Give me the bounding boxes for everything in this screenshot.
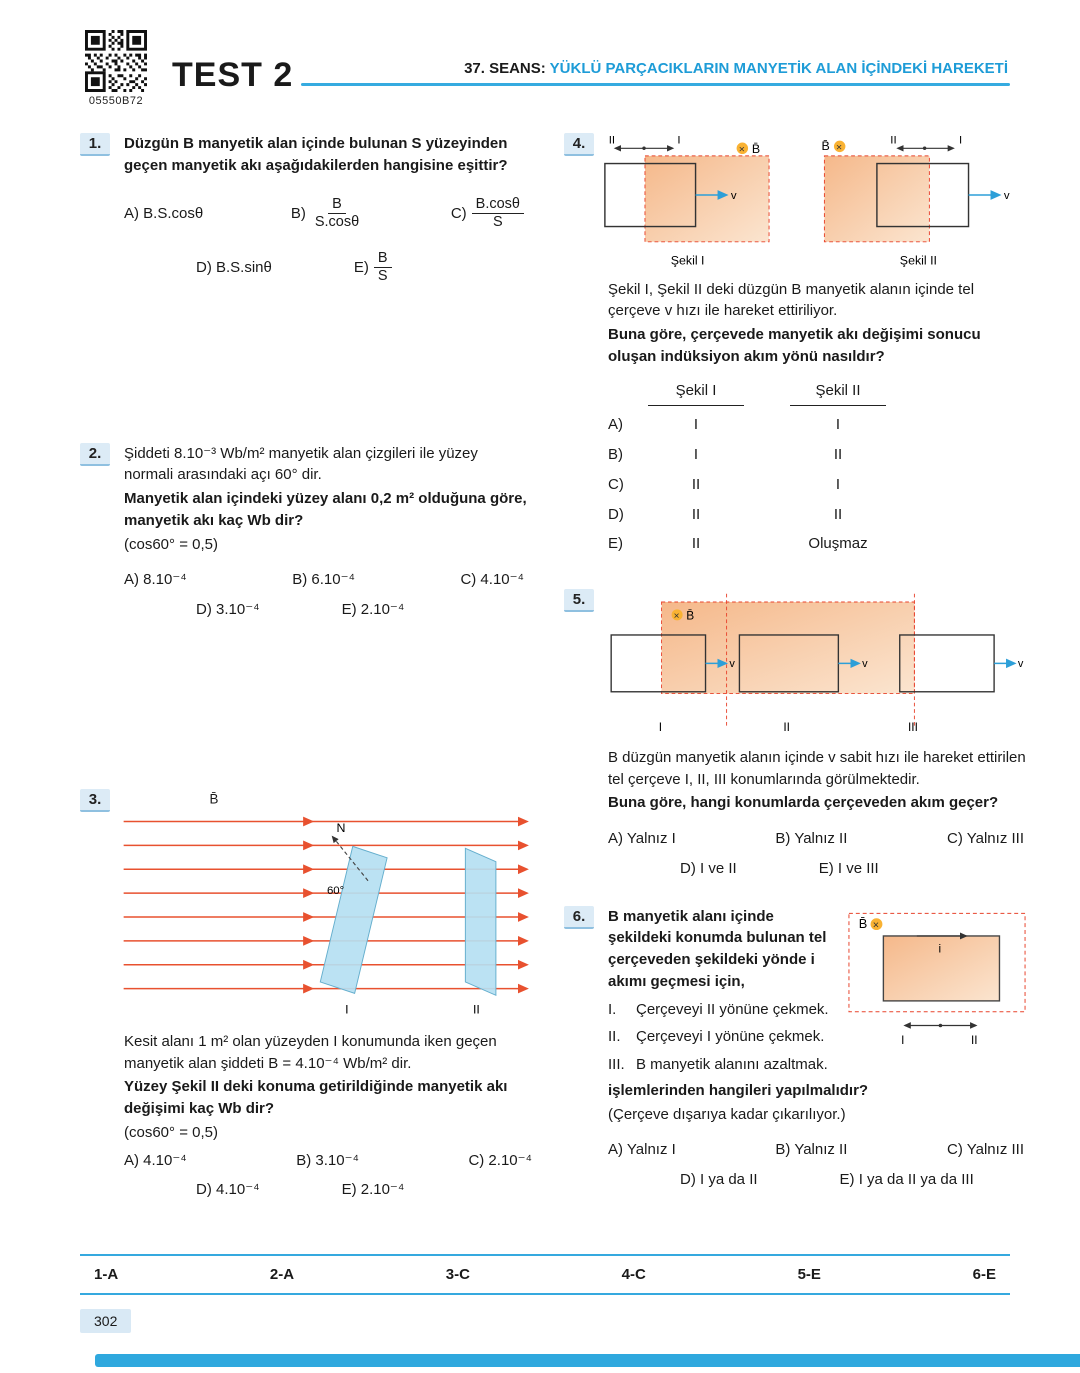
table-row: C) II I [608,475,841,493]
option-a: A) Yalnız I [608,830,676,848]
q3-options-row2 [196,1179,536,1201]
option-c: C) Yalnız III [947,830,1024,848]
option-b: B) Yalnız II [775,830,848,848]
question-6 [564,906,1024,1191]
question-1-body [124,133,528,291]
question-4-text1: Şekil I, Şekil II deki düzgün B manyetik alanın içinde tel çerçeve v hızı ile hareket ettiriliyor. [608,280,975,320]
question-3-text2: Yüzey Şekil II deki konuma getirildiğinde manyetik akı değişimi kaç Wb dir? [124,1078,508,1118]
option-e: E) I ve III [818,859,879,877]
option-e: E) 2.10⁻⁴ [341,1181,405,1199]
option-d: D) 3.10⁻⁴ [196,601,260,618]
question-3 [80,789,532,1201]
qr-block [80,30,152,107]
answer-1: 1-A [94,1266,119,1283]
test-title: TEST 2 [172,56,294,94]
option-d: D) 4.10⁻⁴ [196,1181,260,1199]
page-number: 302 [80,1309,131,1333]
option-e: E) $\frac{B}{S}$ [354,250,392,286]
svg-text:×: × [872,919,880,932]
answer-4: 4-C [621,1266,646,1283]
question-3-note: (cos60° = 0,5) [124,1123,218,1141]
q5-positions-diagram [602,591,1028,735]
wire-frame [883,936,999,1001]
booklet-code: 05550B72 [88,95,144,107]
answer-6: 6-E [972,1266,996,1283]
option-c: C) 2.10⁻⁴ [468,1151,532,1169]
b-field-label: B̄ [209,791,219,807]
option-a: A) 8.10⁻⁴ [124,571,187,589]
q1-options-row1 [124,191,528,237]
question-2-body [124,443,528,621]
direction-1-label: I [958,134,963,147]
answer-3: 3-C [445,1266,470,1283]
velocity-label: v [862,658,868,671]
b-field-label: B̄ [686,608,695,623]
figure-1-caption: Şekil I [670,253,705,268]
session-label: 37. SEANS: [464,60,546,77]
option-c: C) 4.10⁻⁴ [460,571,524,589]
position-3-label: III [907,720,918,735]
question-4 [564,133,1012,555]
sekil-2-figure [822,134,1010,267]
bottom-bar [95,1354,1080,1367]
velocity-label: v [729,658,735,671]
option-c: C) $\frac{B.\cos\theta}{S}$ [451,196,524,232]
option-d: D) I ya da II [680,1171,758,1189]
surface-1 [320,846,387,993]
left-column [80,133,532,1201]
statement-3: III. B manyetik alanını azaltmak. [608,1056,828,1074]
page-header [0,0,1080,107]
angle-label: 60° [326,884,345,897]
session-heading [301,60,1010,77]
q5-options-row1 [608,828,1028,850]
question-3-number: 3. [80,789,110,812]
q4-figures-diagram [602,133,1022,269]
option-b: B) 6.10⁻⁴ [292,571,355,589]
right-column [564,133,1026,1201]
normal-label: N [336,820,346,835]
field-region [662,602,915,694]
direction-1-label: I [677,134,681,147]
question-2-text2: Manyetik alan içindeki yüzey alanı 0,2 m² olduğuna göre, manyetik akı kaç Wb dir? [124,490,527,529]
option-e: E) I ya da II ya da III [839,1171,974,1189]
b-field-label: B̄ [858,915,868,931]
table-header [648,380,1022,407]
option-b: B) 3.10⁻⁴ [296,1151,359,1169]
question-2-number: 2. [80,443,110,466]
option-a: A) B.S.cosθ [124,204,204,222]
question-5 [564,589,1026,880]
statement-1: I. Çerçeveyi II yönüne çekmek. [608,1000,829,1018]
table-row: E) II Oluşmaz [608,535,868,553]
table-row: B) I II [608,446,843,464]
question-5-text2: Buna göre, hangi konumlarda çerçeveden akım geçer? [608,794,999,812]
velocity-label: v [730,189,737,202]
q3-options-row1 [124,1150,536,1172]
header-rule [301,83,1010,86]
statement-2: II. Çerçeveyi I yönüne çekmek. [608,1028,825,1046]
direction-2-label: II [608,134,616,147]
q1-options-row2 [196,245,528,291]
question-4-text2: Buna göre, çerçevede manyetik akı değişimi sonucu oluşan indüksiyon akım yönü nasıldır? [608,326,981,365]
question-6-question: işlemlerinden hangileri yapılmalıdır? [608,1081,869,1099]
direction-1-label: I [901,1032,905,1047]
question-5-body [608,589,1028,880]
q6-text-column [608,906,836,1049]
question-6-number: 6. [564,906,594,929]
position-1-label: I [345,1002,349,1017]
figure-2-caption: Şekil II [899,253,937,268]
answer-5: 5-E [797,1266,821,1283]
velocity-label: v [1003,189,1010,202]
direction-2-label: II [890,134,897,147]
direction-2-label: II [970,1032,978,1047]
current-label: i [938,941,942,956]
option-a: A) 4.10⁻⁴ [124,1151,187,1169]
question-4-number: 4. [564,133,594,156]
q5-options-row2 [680,858,1028,880]
velocity-label: v [1017,658,1024,671]
fraction: $\frac{B}{S}$ [374,250,392,286]
q3-field-diagram [116,791,536,1017]
option-d: D) B.S.sinθ [196,258,272,276]
question-3-body [124,789,536,1201]
question-1-text: Düzgün B manyetik alan içinde bulunan S yüzeyinden geçen manyetik akı aşağıdakilerden hangisine eşittir? [124,135,508,174]
question-2-text1: Şiddeti 8.10⁻³ Wb/m² manyetik alan çizgileri ile yüzey normali arasındaki açı 60° dir. [124,444,478,484]
table-header-sekil2: Şekil II [790,380,886,407]
q4-answer-table [608,380,1022,556]
answer-2: 2-A [269,1266,295,1283]
q2-options-row1 [124,569,528,591]
position-2-label: II [783,720,791,735]
content-columns [0,107,1080,1201]
question-5-text1: B düzgün manyetik alanın içinde v sabit hızı ile hareket ettirilen tel çerçeve I, II, III konumlarında görülmektedir. [608,748,1026,788]
position-1-label: I [658,720,663,735]
q6-frame-diagram [846,910,1028,1049]
option-c: C) Yalnız III [947,1141,1024,1159]
table-row: A) I I [608,416,841,434]
qr-code-icon [85,30,147,92]
question-5-number: 5. [564,589,594,612]
position-2-label: II [472,1002,480,1017]
question-6-note: (Çerçeve dışarıya kadar çıkarılıyor.) [608,1105,846,1123]
svg-text:×: × [738,144,745,156]
option-a: A) Yalnız I [608,1141,676,1159]
answer-key-strip [80,1254,1010,1295]
question-2-note: (cos60° = 0,5) [124,535,218,553]
fraction: $\frac{B.\cos\theta}{S}$ [472,196,524,232]
question-3-text1: Kesit alanı 1 m² olan yüzeyden I konumunda iken geçen manyetik alan şiddeti B = 4.10⁻⁴ Wb/m² dir. [124,1032,497,1072]
b-field-label: B̄ [821,139,830,154]
header-right [301,60,1010,86]
surface-2 [465,848,496,995]
option-e: E) 2.10⁻⁴ [341,601,405,618]
session-title: YÜKLÜ PARÇACIKLARIN MANYETİK ALAN İÇİNDEKİ HAREKETİ [549,60,1008,77]
q6-options-row1 [608,1139,1028,1161]
svg-text:×: × [673,610,680,622]
question-1-number: 1. [80,133,110,156]
question-6-body [608,906,1028,1191]
q6-top-section [608,906,1028,1049]
option-b: B) $\frac{B}{S.\cos\theta}$ [291,196,363,232]
table-row: D) II II [608,505,843,523]
field-region [645,156,769,242]
question-4-body [608,133,1022,555]
option-b: B) Yalnız II [775,1141,848,1159]
q6-options-row2 [680,1169,1028,1191]
b-field-label: B̄ [751,142,761,157]
question-2 [80,443,528,621]
q2-options-row2 [196,599,528,621]
option-d: D) I ve II [680,859,737,877]
question-6-intro: B manyetik alanı içinde şekildeki konumda bulunan tel çerçeveden şekildeki yönde i akımı geçmesi için, [608,907,827,990]
sekil-1-figure [605,134,769,267]
svg-text:×: × [836,142,843,154]
question-1 [80,133,528,291]
table-header-sekil1: Şekil I [648,380,744,407]
fraction: $\frac{B}{S.\cos\theta}$ [314,195,360,230]
